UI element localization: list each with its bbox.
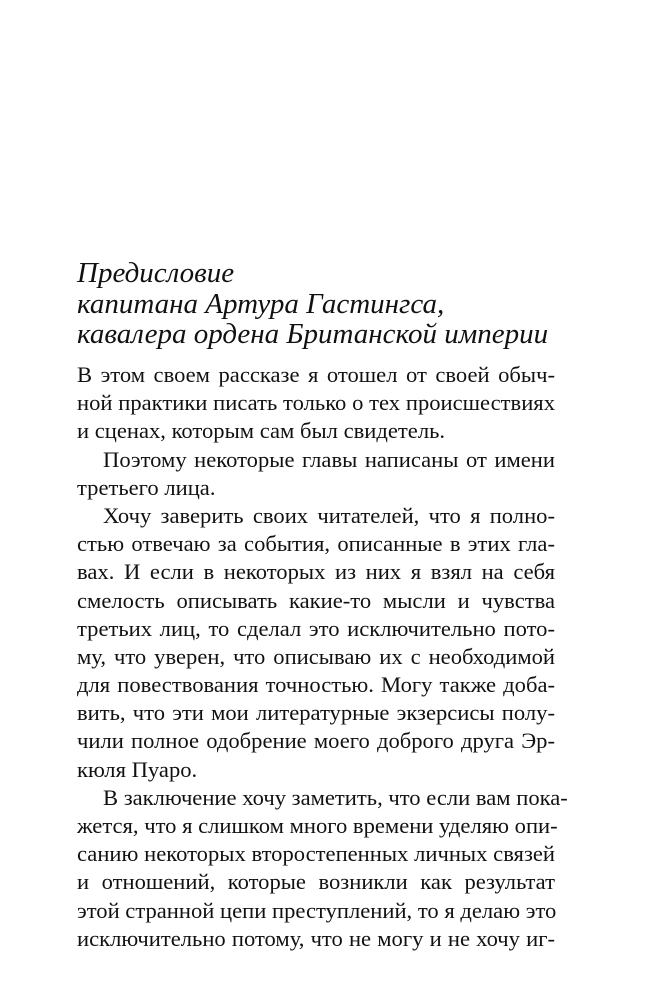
text-line: В этом своем рассказе я отошел от своей обыч-: [77, 362, 555, 387]
heading-line-2: капитана Артура Гастингса,: [77, 287, 445, 320]
text-line: жется, что я слишком много времени уделяю опи-: [77, 813, 558, 838]
text-line: вах. И если в некоторых из них я взял на себя: [77, 559, 555, 585]
text-line: стью отвечаю за события, описанные в этих гла-: [77, 531, 555, 557]
text-line: чили полное одобрение моего доброго друга Эр-: [77, 728, 555, 754]
text-line: третьего лица.: [77, 474, 216, 500]
preface-heading: [77, 258, 597, 350]
text-line: ной практики писать только о тех происшествиях: [77, 390, 555, 416]
text-line: и отношений, которые возникли как результат: [77, 869, 555, 895]
text-line: В заключение хочу заметить, что если вам пока-: [103, 784, 568, 810]
heading-line-3: кавалера ордена Британской империи: [77, 318, 549, 350]
text-line: Хочу заверить своих читателей, что я полно-: [103, 502, 555, 528]
text-line: Поэтому некоторые главы написаны от имени: [103, 446, 555, 472]
text-line: вить, что эти мои литературные экзерсисы полу-: [77, 700, 555, 726]
preface-body: [77, 361, 568, 953]
text-line: санию некоторых второстепенных личных связей: [77, 841, 555, 867]
heading-line-1: Предисловие: [77, 257, 235, 289]
text-line: для повествования точностью. Могу также доба-: [77, 672, 555, 698]
text-line: этой странной цепи преступлений, то я делаю это: [77, 897, 557, 923]
text-line: третьих лиц, то сделал это исключительно пото-: [77, 615, 555, 641]
text-line: кюля Пуаро.: [77, 756, 198, 782]
text-line: смелость описывать какие-то мысли и чувства: [77, 587, 555, 613]
text-line: исключительно потому, что не могу и не хочу иг-: [77, 925, 555, 951]
text-line: и сценах, которым сам был свидетель.: [77, 418, 446, 444]
text-line: му, что уверен, что описываю их с необходимой: [77, 643, 555, 669]
